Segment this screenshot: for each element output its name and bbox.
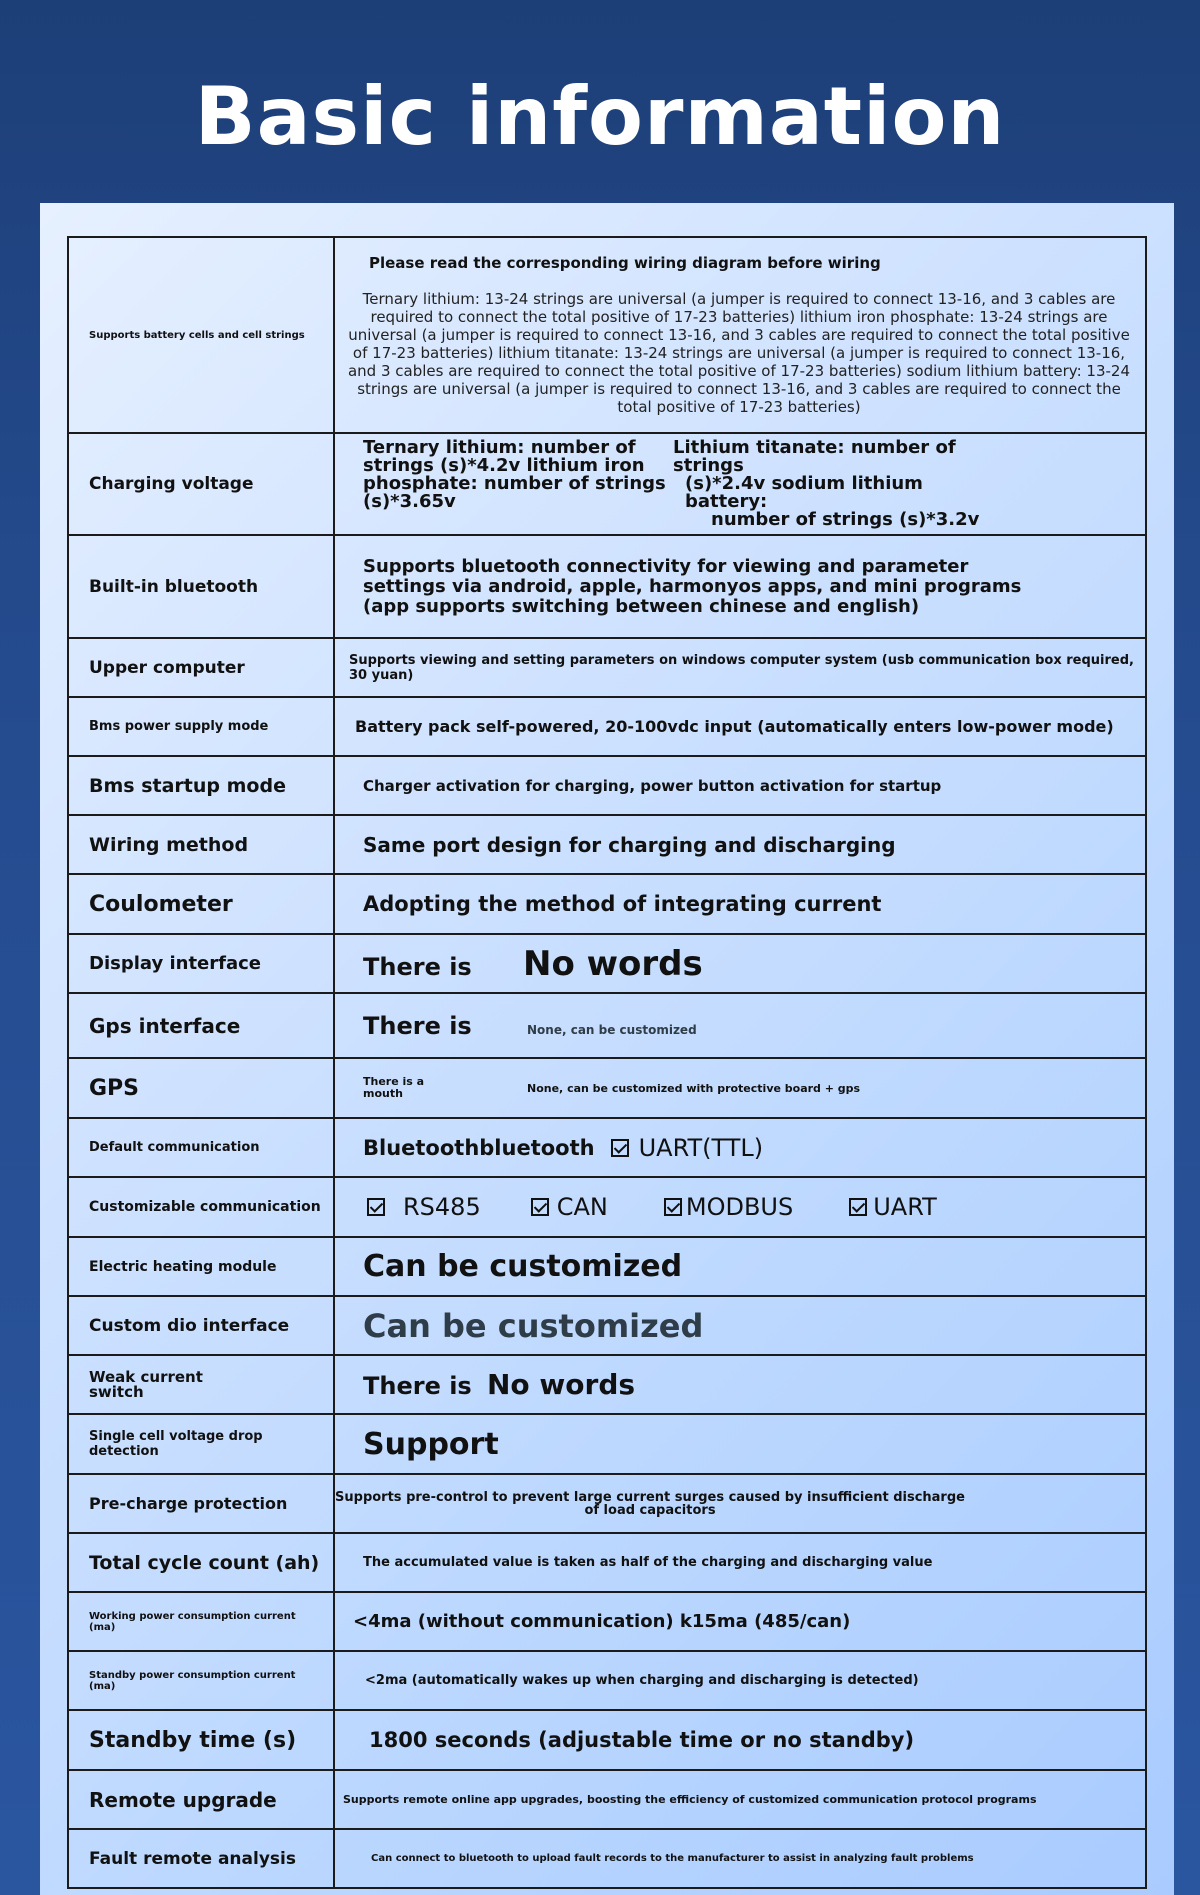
checkbox-checked-icon xyxy=(611,1139,629,1157)
table-row xyxy=(68,1829,1146,1888)
gps-if-b: None, can be customized xyxy=(527,1022,697,1037)
row-label: Remote upgrade xyxy=(68,1770,334,1829)
table-row xyxy=(68,1296,1146,1355)
row-value xyxy=(334,1177,1146,1237)
default-comm-b xyxy=(611,1134,764,1162)
table-row xyxy=(68,1177,1146,1237)
table-row xyxy=(68,697,1146,756)
comm-item-label: CAN xyxy=(556,1193,608,1221)
default-comm-a: Bluetoothbluetooth xyxy=(363,1135,595,1160)
row-label: Electric heating module xyxy=(68,1237,334,1296)
weak-a: There is xyxy=(363,1372,472,1400)
table-row xyxy=(68,1355,1146,1414)
row-label: Total cycle count (ah) xyxy=(68,1533,334,1592)
table-row xyxy=(68,1058,1146,1118)
gps-b: None, can be customized with protective board + gps xyxy=(527,1081,861,1095)
charging-col-2-line: (s)*2.4v sodium lithium battery: xyxy=(685,473,923,512)
row-value: Supports remote online app upgrades, boosting the efficiency of customized communication protocol programs xyxy=(334,1770,1146,1829)
comm-item-label: RS485 xyxy=(403,1193,481,1221)
charging-col-2 xyxy=(673,439,983,529)
row-label: Supports battery cells and cell strings xyxy=(68,237,334,433)
table-row xyxy=(68,815,1146,874)
row-value: Supports pre-control to prevent large current surges caused by insufficient discharge of load capacitors xyxy=(334,1474,1146,1533)
row-value xyxy=(334,1058,1146,1118)
row-value: Charger activation for charging, power button activation for startup xyxy=(334,756,1146,815)
row-label: Pre-charge protection xyxy=(68,1474,334,1533)
row-value: <4ma (without communication) k15ma (485/can) xyxy=(334,1592,1146,1651)
row-label: Working power consumption current (ma) xyxy=(68,1592,334,1651)
checkbox-checked-icon xyxy=(367,1198,385,1216)
table-row xyxy=(68,1710,1146,1770)
gps-if-a: There is xyxy=(363,1011,472,1040)
checkbox-checked-icon xyxy=(849,1198,867,1216)
row-value xyxy=(334,433,1146,535)
comm-item-label: UART xyxy=(873,1193,937,1221)
row-label: Display interface xyxy=(68,934,334,993)
table-row xyxy=(68,433,1146,535)
row-label: Built-in bluetooth xyxy=(68,535,334,638)
row-label: Fault remote analysis xyxy=(68,1829,334,1888)
table-row xyxy=(68,638,1146,697)
charging-col-2-line: number of strings (s)*3.2v xyxy=(711,509,980,530)
charging-col-2-line: Lithium titanate: number of strings xyxy=(673,437,956,476)
table-row xyxy=(68,1651,1146,1710)
cells-text: Ternary lithium: 13-24 strings are universal (a jumper is required to connect 13-16, and 3 cables are required to connect the total positive of 17-23 batteries) lithium iron phosphate: 13-24 strings are universal (a jumper is required to connect 13-16, and 3 cables are required to connect the total positive of 17-23 batteries) lithium titanate: 13-24 strings are universal (a jumper is required to connect 13-16, and 3 cables are required to connect the total positive of 17-23 batteries) sodium lithium battery: 13-24 strings are universal (a jumper is required to connect 13-16, and 3 cables are required to connect the total positive of 17-23 batteries) xyxy=(347,290,1131,416)
checkbox-checked-icon xyxy=(664,1198,682,1216)
row-label: Wiring method xyxy=(68,815,334,874)
row-label: Bms startup mode xyxy=(68,756,334,815)
comm-item xyxy=(664,1193,793,1221)
table-row xyxy=(68,756,1146,815)
weak-b: No words xyxy=(487,1368,636,1401)
table-row xyxy=(68,535,1146,638)
table-row xyxy=(68,1770,1146,1829)
row-value xyxy=(334,237,1146,433)
table-row xyxy=(68,1533,1146,1592)
row-value xyxy=(334,1355,1146,1414)
spec-panel xyxy=(40,203,1174,1895)
row-label: Default communication xyxy=(68,1118,334,1177)
row-value: Supports viewing and setting parameters on windows computer system (usb communication box required, 30 yuan) xyxy=(334,638,1146,697)
charging-col-1: Ternary lithium: number of strings (s)*4.2v lithium iron phosphate: number of strings (s)*3.65v xyxy=(363,437,666,512)
row-value: The accumulated value is taken as half of the charging and discharging value xyxy=(334,1533,1146,1592)
row-value: Can be customized xyxy=(334,1237,1146,1296)
table-row xyxy=(68,237,1146,433)
gps-a: There is a mouth xyxy=(363,1075,425,1100)
wiring-note: Please read the corresponding wiring diagram before wiring xyxy=(369,254,881,272)
row-label: Custom dio interface xyxy=(68,1296,334,1355)
row-value: Support xyxy=(334,1414,1146,1474)
row-value: Adopting the method of integrating current xyxy=(334,874,1146,934)
row-label: Single cell voltage drop detection xyxy=(68,1414,334,1474)
row-value: Can connect to bluetooth to upload fault records to the manufacturer to assist in analyzing fault problems xyxy=(334,1829,1146,1888)
row-value: Battery pack self-powered, 20-100vdc input (automatically enters low-power mode) xyxy=(334,697,1146,756)
comm-item xyxy=(367,1193,481,1221)
row-value xyxy=(334,1118,1146,1177)
display-b: No words xyxy=(523,943,703,984)
row-value: 1800 seconds (adjustable time or no standby) xyxy=(334,1710,1146,1770)
row-value: <2ma (automatically wakes up when charging and discharging is detected) xyxy=(334,1651,1146,1710)
row-value: Supports bluetooth connectivity for viewing and parameter settings via android, apple, harmonyos apps, and mini programs (app supports switching between chinese and english) xyxy=(334,535,1146,638)
comm-item xyxy=(849,1193,937,1221)
table-row xyxy=(68,1474,1146,1533)
row-value xyxy=(334,993,1146,1058)
table-row xyxy=(68,1592,1146,1651)
comm-item-label: MODBUS xyxy=(685,1193,794,1221)
row-value: Can be customized xyxy=(334,1296,1146,1355)
row-label: Charging voltage xyxy=(68,433,334,535)
row-value: Same port design for charging and discharging xyxy=(334,815,1146,874)
table-row xyxy=(68,874,1146,934)
row-label: Coulometer xyxy=(68,874,334,934)
default-comm-b-label: UART(TTL) xyxy=(638,1133,764,1162)
comm-item xyxy=(531,1193,608,1221)
table-row xyxy=(68,1237,1146,1296)
row-label: GPS xyxy=(68,1058,334,1118)
table-row xyxy=(68,934,1146,993)
row-label: Standby power consumption current (ma) xyxy=(68,1651,334,1710)
checkbox-checked-icon xyxy=(531,1198,549,1216)
display-a: There is xyxy=(363,952,472,981)
table-row xyxy=(68,993,1146,1058)
row-label: Gps interface xyxy=(68,993,334,1058)
row-label: Customizable communication xyxy=(68,1177,334,1237)
row-value xyxy=(334,934,1146,993)
row-label: Upper computer xyxy=(68,638,334,697)
row-label: Bms power supply mode xyxy=(68,697,334,756)
table-row xyxy=(68,1414,1146,1474)
table-row xyxy=(68,1118,1146,1177)
row-label: Weak current switch xyxy=(68,1355,334,1414)
spec-table xyxy=(67,236,1147,1889)
row-label: Standby time (s) xyxy=(68,1710,334,1770)
page-title: Basic information xyxy=(194,70,1006,163)
